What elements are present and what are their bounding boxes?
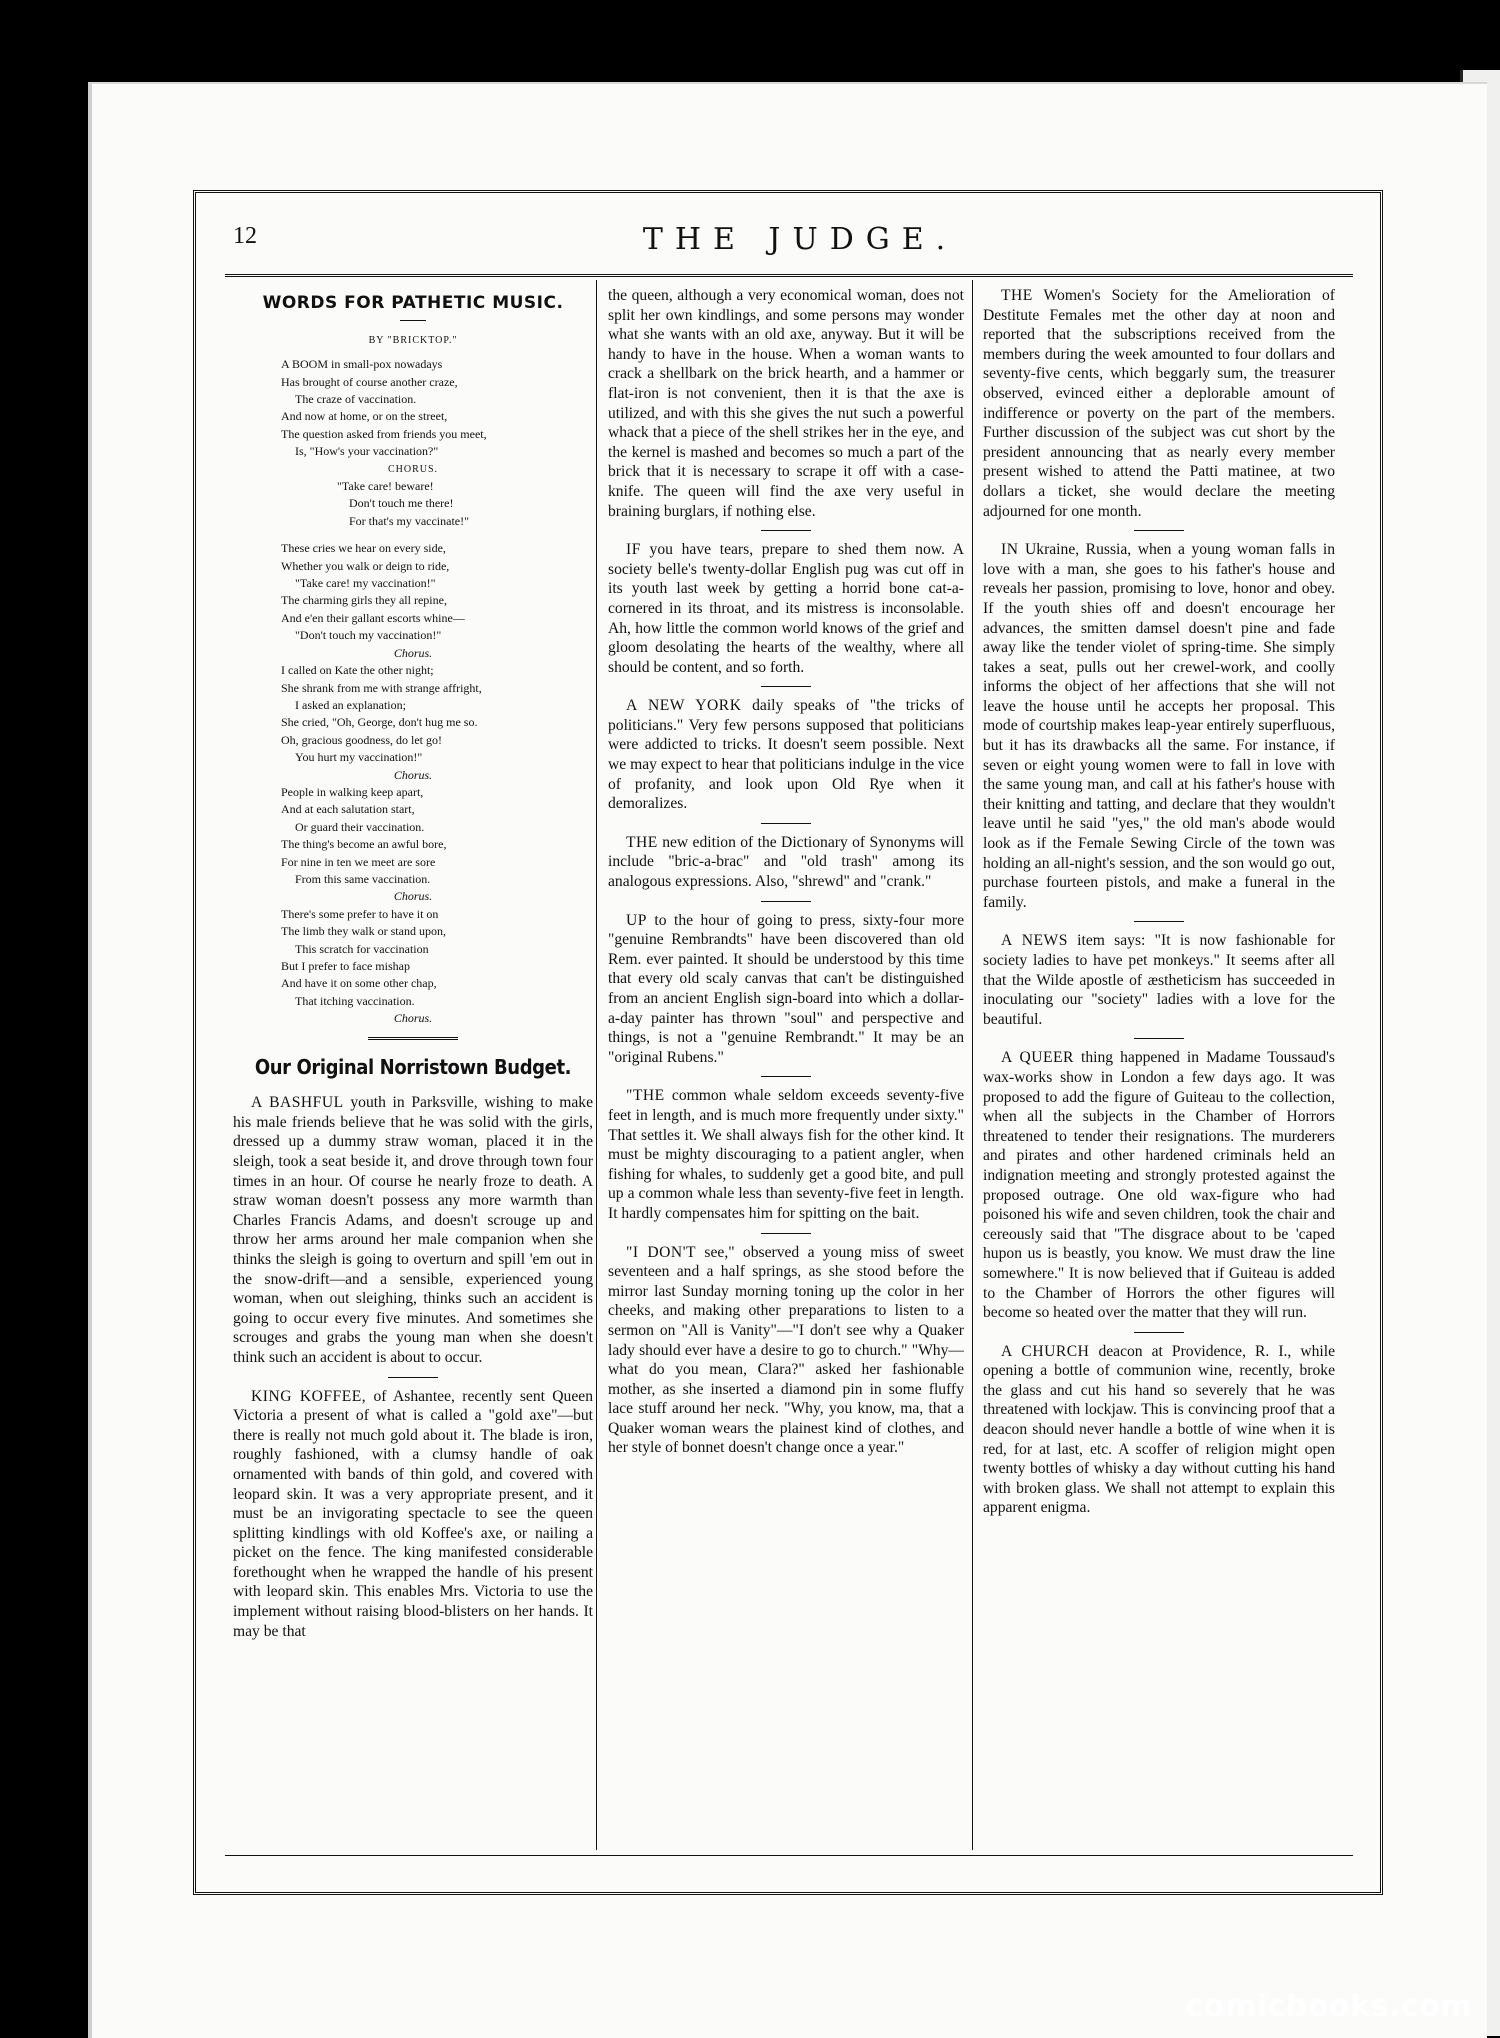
poem-line: She cried, "Oh, George, don't hug me so. [281, 715, 478, 730]
poem-line: "Don't touch my vaccination!" [295, 628, 442, 643]
article-paragraph: UP to the hour of going to press, sixty-four more "genuine Rembrandts" have been discovered than old Rem. ever painted. It should be understood by this time that every old scaly canvas that can't be distinguished from an ancient English sign-board into which a dollar-a-day painter has thrown "soul" and perspective and things, is not a "genuine Rembrandt." It may be an "original Rubens." [608, 911, 964, 1066]
poem-line: A BOOM in small-pox nowadays [281, 357, 443, 372]
divider [761, 901, 811, 902]
article-paragraph: A QUEER thing happened in Madame Toussaud's wax-works show in London a few days ago. It was proposed to add the figure of Guiteau to the collection, when all the subjects in the Chamber of Horrors threatened to tender their resignations. The murderers and pirates and other hardened criminals held an indignation meeting and strongly protested against the proposed outrage. One old wax-figure who had poisoned his wife and seven children, took the chair and cereously said that "The disgrace about to be 'caped hupon us is beastly, you know. We must draw the line somewhere." It is now believed that if Guiteau is added to the Chamber of Horrors the other figures will become so heated over the matter that they will run. [983, 1049, 1335, 1322]
page-number: 12 [233, 223, 257, 249]
poem-title: WORDS FOR PATHETIC MUSIC. [262, 293, 564, 313]
divider [1134, 1038, 1184, 1039]
divider [1134, 530, 1184, 531]
poem-line: The craze of vaccination. [295, 392, 417, 406]
column-rule [596, 280, 597, 1850]
divider [1134, 1332, 1184, 1333]
poem-line: And now at home, or on the street, [281, 409, 448, 424]
poem-line: Oh, gracious goodness, do let go! [281, 732, 442, 747]
poem-line: These cries we hear on every side, [281, 541, 446, 556]
poem-line: Has brought of course another craze, [281, 374, 458, 389]
column-2 [608, 286, 964, 1458]
poem-line: "Take care! my vaccination!" [295, 576, 436, 591]
poem [281, 356, 593, 1027]
divider [761, 530, 811, 531]
poem-line: The thing's become an awful bore, [281, 837, 447, 852]
poem-byline: BY "BRICKTOP." [368, 334, 458, 346]
article-paragraph: IN Ukraine, Russia, when a young woman falls in love with a man, she goes to his father's house and reveals her passion, promising to love, honor and obey. If the youth shies off and doesn't encourage her advances, the smitten damsel doesn't pine and fade away like the tender violet of spring-time. She simply takes a seat, pulls out her crewel-work, and coolly informs the object of her affections that she will not leave the house until he accepts her proposal. This mode of courtship makes leap-year entirely superfluous, but it has its drawbacks all the same. For instance, if seven or eight young women were to fall in love with the same young man, and call at his father's house with their knitting and tatting, and declare that they wouldn't leave until he said "yes," the old man's abode would look as if the Female Sewing Circle of the town was holding an all-night's session, and the son would go out, purchase fourteen pistols, and make a funeral in the family. [983, 541, 1335, 911]
column-rule [972, 280, 973, 1850]
poem-line: Whether you walk or deign to ride, [281, 558, 450, 573]
bottom-rule [225, 1855, 1353, 1856]
section-title: Our Original Norristown Budget. [254, 1054, 572, 1079]
chorus-heading: CHORUS. [387, 463, 439, 475]
poem-line: That itching vaccination. [295, 993, 415, 1008]
masthead: THE JUDGE. [642, 222, 958, 257]
divider [1134, 921, 1184, 922]
divider [761, 823, 811, 824]
poem-line: The question asked from friends you meet, [281, 426, 487, 441]
chorus-ref: Chorus. [393, 645, 433, 660]
chorus-line: "Take care! beware! [337, 479, 434, 494]
poem-line: She shrank from me with strange affright, [281, 680, 482, 695]
divider [400, 320, 426, 321]
section-divider [368, 1037, 458, 1040]
article-paragraph: IF you have tears, prepare to shed them now. A society belle's twenty-dollar English pug was cut off in its youth last week by getting a horrid bone cat-a-cornered in its throat, and its mistress is inconsolable. Ah, how little the common world knows of the grief and gloom desolating the hearts of the wealthy, where all should be content, and so forth. [608, 541, 964, 676]
poem-line: Is, "How's your vaccination?" [295, 444, 439, 459]
chorus-line: Don't touch me there! [349, 496, 454, 511]
poem-line: I called on Kate the other night; [281, 663, 434, 678]
poem-line: The charming girls they all repine, [281, 593, 447, 608]
watermark: comicbooks.com [1185, 1989, 1472, 2024]
chorus-ref: Chorus. [393, 889, 433, 904]
article-paragraph: A NEW YORK daily speaks of "the tricks of politicians." Very few persons supposed that politicians were addicted to tricks. It doesn't seem possible. Next we may expect to hear that politicians indulge in the vice of profanity, and look upon Old Rye when it demoralizes. [608, 697, 965, 813]
article-paragraph: the queen, although a very economical woman, does not split her own kindlings, and some persons may wonder what she wants with an old axe, anyway. But it will be handy to have in the house. When a woman wants to crack a shellbark on the brick hearth, and a hammer or flat-iron is not convenient, then it is that the axe is utilized, and with this she gives the nut such a powerful whack that a piece of the shell strikes her in the eye, and the kernel is mashed and becomes so much a part of the brick that it is necessary to scrape it off with a case-knife. The queen will find the axe very useful in braining burglars, if nothing else. [608, 287, 964, 520]
article-paragraph: THE new edition of the Dictionary of Synonyms will include "bric-a-brac" and "old trash" among its analogous expressions. Also, "shrewd" and "crank." [608, 833, 964, 891]
poem-line: There's some prefer to have it on [281, 906, 439, 921]
article-paragraph: KING KOFFEE, of Ashantee, recently sent Queen Victoria a present of what is called a "gold axe"—but there is really not much gold about it. The blade is iron, roughly fashioned, with a clumsy handle of oak ornamented with bands of thin gold, and covered with leopard skin. It was a very appropriate present, and it must be an invigorating spectacle to see the queen splitting kindlings with old Koffee's axe, or nailing a picket on the fence. The king manifested considerable forethought when he wrapped the handle of his present with leopard skin. This enables Mrs. Victoria to use the implement without raising blood-blisters on her hands. It may be that [233, 1387, 593, 1640]
article-paragraph: A NEWS item says: "It is now fashionable for society ladies to have pet monkeys." It seems after all that the Wilde apostle of æstheticism has succeeded in inoculating our "society" ladies with a love for the beautiful. [983, 932, 1335, 1028]
divider [761, 1233, 811, 1234]
poem-line: For nine in ten we meet are sore [281, 854, 436, 869]
article-paragraph: THE Women's Society for the Amelioration of Destitute Females met the other day at noon and reported that the subscriptions received from the members during the week amounted to four dollars and seventy-five cents, which beggarly sum, the treasurer observed, evinced either a deplorable amount of indifference or poverty on the part of the members. Further discussion of the subject was cut short by the president announcing that as nearly every member present wished to attend the Patti matinee, at two dollars a ticket, she would declare the meeting adjourned for one month. [983, 287, 1335, 520]
column-3 [983, 286, 1335, 1518]
poem-line: And e'en their gallant escorts whine— [281, 610, 465, 625]
divider [388, 1377, 438, 1378]
poem-line: And at each salutation start, [281, 802, 415, 817]
divider [761, 1076, 811, 1077]
poem-line: From this same vaccination. [295, 871, 431, 886]
article-paragraph: A CHURCH deacon at Providence, R. I., while opening a bottle of communion wine, recently, broke the glass and cut his hand so severely that he was threatened with lockjaw. This is convincing proof that a deacon should never handle a bottle of wine when it is red, for at last, etc. A scoffer of religion might open twenty bottles of whisky a day without cutting his hand with broken glass. We shall not attempt to explain this apparent enigma. [983, 1342, 1335, 1517]
article-paragraph: "THE common whale seldom exceeds seventy-five feet in length, and is much more frequently under sixty." That settles it. We shall always fish for the other kind. It must be mighty discouraging to a patient angler, when fishing for whales, to suddenly get a good bite, and pull up a common whale less than seventy-five feet in length. It hardly compensates him for spitting on the bait. [608, 1087, 964, 1222]
poem-line: But I prefer to face mishap [281, 959, 410, 973]
poem-line: I asked an explanation; [295, 697, 406, 712]
header-rule [225, 274, 1353, 277]
column-1 [233, 286, 593, 1641]
divider [761, 686, 811, 687]
article-paragraph: A BASHFUL youth in Parksville, wishing to make his male friends believe that he was solid with the girls, dressed up a dummy straw woman, placed it in the sleigh, took a seat beside it, and drove through town four times in an hour. Of course he nearly froze to death. A straw woman doesn't possess any more warmth than Charles Francis Adams, and doesn't scrouge up and throw her arms around her male companion when she thinks the sleigh is going to overturn and spill 'em out in the snow-drift—and a sensible, experienced young woman, when out sleighing, thinks such an accident is going to occur every five minutes. And sometimes she scrouges and grabs the young man when she doesn't think such an accident is about to occur. [233, 1094, 593, 1366]
chorus-ref: Chorus. [393, 1011, 433, 1026]
chorus-line: For that's my vaccinate!" [349, 513, 470, 528]
chorus-ref: Chorus. [393, 767, 433, 782]
article-paragraph: "I DON'T see," observed a young miss of sweet seventeen and a half springs, as she stood before the mirror last Sunday morning toning up the color in her cheeks, and making other preparations to listen to a sermon on "All is Vanity"—"I don't see why a Quaker lady should ever have a desire to go to church." "Why—what do you mean, Clara?" asked her fashionable mother, as she inserted a diamond pin in some fluffy lace stuff around her neck. "Why, you know, ma, that a Quaker woman wears the plainest kind of clothes, and her style of bonnet doesn't change once a year." [608, 1243, 965, 1457]
poem-line: This scratch for vaccination [295, 941, 429, 956]
poem-line: The limb they walk or stand upon, [281, 924, 446, 939]
poem-line: And have it on some other chap, [281, 976, 437, 991]
poem-line: People in walking keep apart, [281, 784, 424, 799]
poem-line: You hurt my vaccination!" [295, 750, 423, 765]
poem-line: Or guard their vaccination. [295, 819, 425, 834]
